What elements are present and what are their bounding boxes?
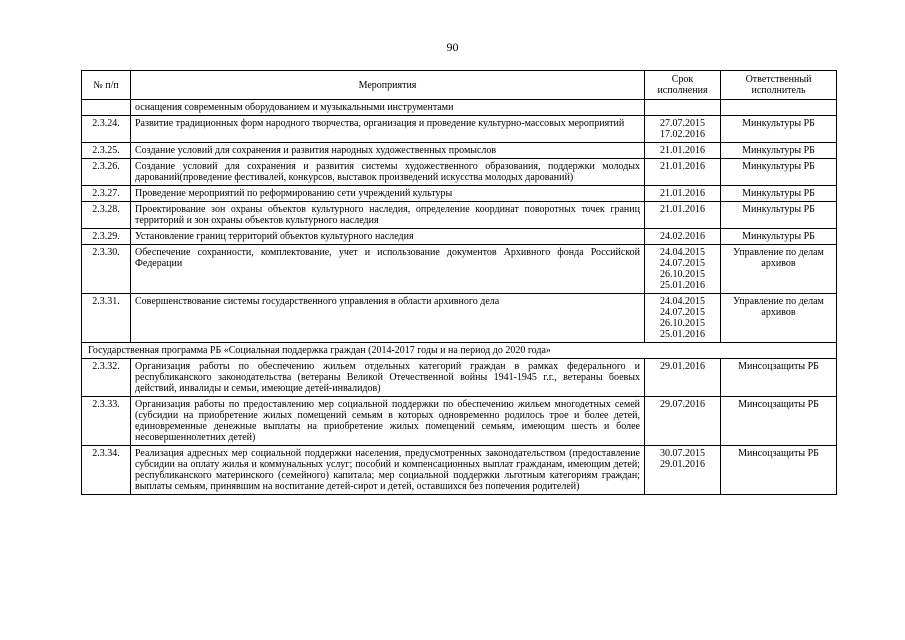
activity-text: Проектирование зон охраны объектов культурного наследия, определение координат поворотных точек границ территорий и зон охраны объектов культурного наследия xyxy=(131,202,645,229)
deadline-date: 21.01.2016 xyxy=(660,145,705,156)
header-deadline-line2: исполнения xyxy=(657,85,708,96)
activity-text: Проведение мероприятий по реформированию сети учреждений культуры xyxy=(131,186,645,202)
measures-table xyxy=(81,70,837,495)
table-row xyxy=(82,116,837,143)
row-number: 2.3.31. xyxy=(82,294,131,343)
responsible-text: Минкультуры РБ xyxy=(721,186,837,202)
deadline-cell xyxy=(645,359,721,397)
activity-text: Создание условий для сохранения и развития системы художественного образования, поддержки молодых дарований(проведение фестивалей, конкурсов, выставок произведений искусства молодых дарований) xyxy=(131,159,645,186)
table-row xyxy=(82,359,837,397)
row-number: 2.3.34. xyxy=(82,446,131,495)
deadline-date: 21.01.2016 xyxy=(660,204,705,215)
responsible-text: Минкультуры РБ xyxy=(721,159,837,186)
deadline-cell xyxy=(645,202,721,229)
table-row xyxy=(82,143,837,159)
header-activity: Мероприятия xyxy=(131,71,645,100)
deadline-date: 30.07.2015 xyxy=(660,448,705,459)
activity-text: Реализация адресных мер социальной поддержки населения, предусмотренных законодательством (предоставление субсидии на оплату жилья и коммунальных услуг; пособий и компенсационных выплат гражданам, имеющим детей; республиканского материнского (семейного) капитала; мер социальной поддержки льготным категориям граждан; выплаты семьям, принявшим на воспитание детей-сирот и детей, оставшихся без попечения родителей) xyxy=(131,446,645,495)
responsible-text: Минкультуры РБ xyxy=(721,116,837,143)
responsible-text: Минкультуры РБ xyxy=(721,202,837,229)
deadline-date: 24.07.2015 xyxy=(660,258,705,269)
section-row xyxy=(82,343,837,359)
deadline-date: 24.04.2015 xyxy=(660,247,705,258)
deadline-cell xyxy=(645,186,721,202)
deadline-date: 24.02.2016 xyxy=(660,231,705,242)
activity-text: Организация работы по обеспечению жильем отдельных категорий граждан в рамках федерального и республиканского законодательства (ветераны Великой Отечественной войны 1941-1945 г.г., ветераны боевых действий, инвалиды и семьи, имеющие детей-инвалидов) xyxy=(131,359,645,397)
table-cell xyxy=(645,100,721,116)
deadline-cell xyxy=(645,245,721,294)
table-row xyxy=(82,186,837,202)
deadline-date: 27.07.2015 xyxy=(660,118,705,129)
deadline-date: 25.01.2016 xyxy=(660,280,705,291)
row-number: 2.3.26. xyxy=(82,159,131,186)
deadline-date: 29.07.2016 xyxy=(660,399,705,410)
table-header xyxy=(82,71,837,100)
deadline-date: 21.01.2016 xyxy=(660,188,705,199)
deadline-date: 24.07.2015 xyxy=(660,307,705,318)
responsible-text: Минсоцзащиты РБ xyxy=(721,446,837,495)
responsible-text: Минкультуры РБ xyxy=(721,229,837,245)
header-deadline-line1: Срок xyxy=(671,74,694,85)
row-number: 2.3.29. xyxy=(82,229,131,245)
deadline-date: 29.01.2016 xyxy=(660,459,705,470)
activity-text: Организация работы по предоставлению мер социальной поддержки по обеспечению жильем многодетных семей (субсидии на приобретение жилых помещений семьям в которых одновременно родилось трое и более детей, единовременные денежные выплаты на приобретение жилых помещений семьям, имеющим шесть и более несовершеннолетних детей) xyxy=(131,397,645,446)
responsible-text: Управление по делам архивов xyxy=(721,245,837,294)
deadline-cell xyxy=(645,446,721,495)
page-number: 90 xyxy=(446,40,459,54)
activity-text: Установление границ территорий объектов культурного наследия xyxy=(131,229,645,245)
header-responsible xyxy=(721,71,837,100)
activity-text: Совершенствование системы государственного управления в области архивного дела xyxy=(131,294,645,343)
header-responsible-line2: исполнитель xyxy=(751,85,806,96)
deadline-cell xyxy=(645,143,721,159)
table-cell xyxy=(82,100,131,116)
continuation-text: оснащения современным оборудованием и музыкальными инструментами xyxy=(131,100,645,116)
activity-text: Создание условий для сохранения и развития народных художественных промыслов xyxy=(131,143,645,159)
row-number: 2.3.24. xyxy=(82,116,131,143)
header-deadline xyxy=(645,71,721,100)
table-row xyxy=(82,294,837,343)
responsible-text: Минсоцзащиты РБ xyxy=(721,359,837,397)
row-number: 2.3.27. xyxy=(82,186,131,202)
continuation-row xyxy=(82,100,837,116)
row-number: 2.3.33. xyxy=(82,397,131,446)
header-num: № п/п xyxy=(82,71,131,100)
row-number: 2.3.30. xyxy=(82,245,131,294)
table-row xyxy=(82,245,837,294)
table-row xyxy=(82,397,837,446)
deadline-date: 24.04.2015 xyxy=(660,296,705,307)
deadline-cell xyxy=(645,229,721,245)
table-row xyxy=(82,229,837,245)
deadline-date: 17.02.2016 xyxy=(660,129,705,140)
deadline-date: 29.01.2016 xyxy=(660,361,705,372)
deadline-date: 26.10.2015 xyxy=(660,318,705,329)
table-cell xyxy=(721,100,837,116)
row-number: 2.3.28. xyxy=(82,202,131,229)
table-row xyxy=(82,446,837,495)
deadline-date: 26.10.2015 xyxy=(660,269,705,280)
deadline-cell xyxy=(645,116,721,143)
responsible-text: Минкультуры РБ xyxy=(721,143,837,159)
row-number: 2.3.32. xyxy=(82,359,131,397)
header-responsible-line1: Ответственный xyxy=(745,74,812,85)
deadline-cell xyxy=(645,159,721,186)
responsible-text: Минсоцзащиты РБ xyxy=(721,397,837,446)
activity-text: Обеспечение сохранности, комплектование, учет и использование документов Архивного фонда Российской Федерации xyxy=(131,245,645,294)
section-title: Государственная программа РБ «Социальная поддержка граждан (2014-2017 годы и на период до 2020 года» xyxy=(82,343,837,359)
deadline-cell xyxy=(645,397,721,446)
deadline-date: 21.01.2016 xyxy=(660,161,705,172)
deadline-date: 25.01.2016 xyxy=(660,329,705,340)
table-body xyxy=(82,100,837,495)
deadline-cell xyxy=(645,294,721,343)
activity-text: Развитие традиционных форм народного творчества, организация и проведение культурно-массовых мероприятий xyxy=(131,116,645,143)
responsible-text: Управление по делам архивов xyxy=(721,294,837,343)
row-number: 2.3.25. xyxy=(82,143,131,159)
table-row xyxy=(82,159,837,186)
table-row xyxy=(82,202,837,229)
